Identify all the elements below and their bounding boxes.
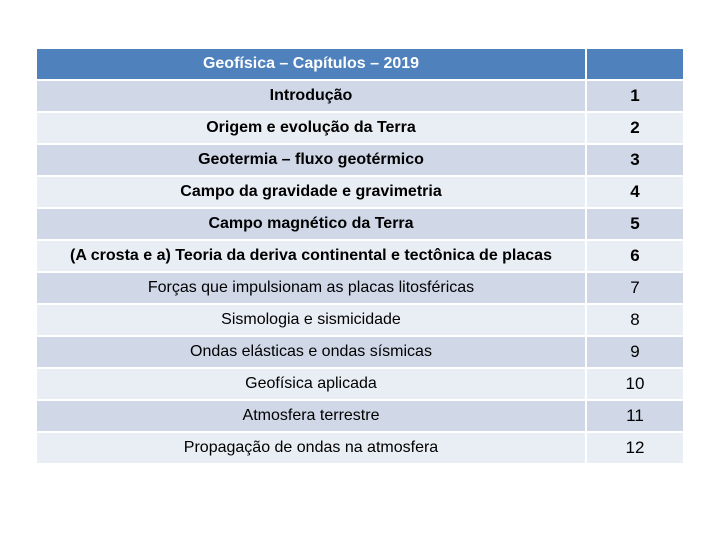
- chapter-number: 6: [587, 241, 683, 273]
- chapter-title: Introdução: [37, 81, 587, 113]
- header-number-cell: [587, 49, 683, 81]
- table-row: [37, 209, 683, 241]
- chapter-title: Campo da gravidade e gravimetria: [37, 177, 587, 209]
- table-row: [37, 337, 683, 369]
- chapter-title: Origem e evolução da Terra: [37, 113, 587, 145]
- chapter-title: Forças que impulsionam as placas litosféricas: [37, 273, 587, 305]
- chapter-title: Atmosfera terrestre: [37, 401, 587, 433]
- table-row: [37, 177, 683, 209]
- chapter-number: 4: [587, 177, 683, 209]
- chapter-number: 9: [587, 337, 683, 369]
- chapter-title: Campo magnético da Terra: [37, 209, 587, 241]
- table-row: [37, 241, 683, 273]
- table-row: [37, 401, 683, 433]
- chapter-title: Geofísica aplicada: [37, 369, 587, 401]
- chapter-number: 2: [587, 113, 683, 145]
- chapter-number: 3: [587, 145, 683, 177]
- table-row: [37, 433, 683, 465]
- table-row: [37, 145, 683, 177]
- table-row: [37, 273, 683, 305]
- chapter-number: 8: [587, 305, 683, 337]
- chapters-table: [37, 49, 683, 465]
- chapter-number: 12: [587, 433, 683, 465]
- chapter-title: (A crosta e a) Teoria da deriva continental e tectônica de placas: [37, 241, 587, 273]
- chapter-title: Sismologia e sismicidade: [37, 305, 587, 337]
- chapter-number: 1: [587, 81, 683, 113]
- table-row: [37, 113, 683, 145]
- chapter-title: Ondas elásticas e ondas sísmicas: [37, 337, 587, 369]
- chapter-number: 11: [587, 401, 683, 433]
- chapter-title: Geotermia – fluxo geotérmico: [37, 145, 587, 177]
- table-title: Geofísica – Capítulos – 2019: [37, 49, 587, 81]
- table-row: [37, 305, 683, 337]
- chapter-number: 5: [587, 209, 683, 241]
- chapter-number: 7: [587, 273, 683, 305]
- table-row: [37, 369, 683, 401]
- table-header-row: [37, 49, 683, 81]
- chapter-title: Propagação de ondas na atmosfera: [37, 433, 587, 465]
- chapter-number: 10: [587, 369, 683, 401]
- table-row: [37, 81, 683, 113]
